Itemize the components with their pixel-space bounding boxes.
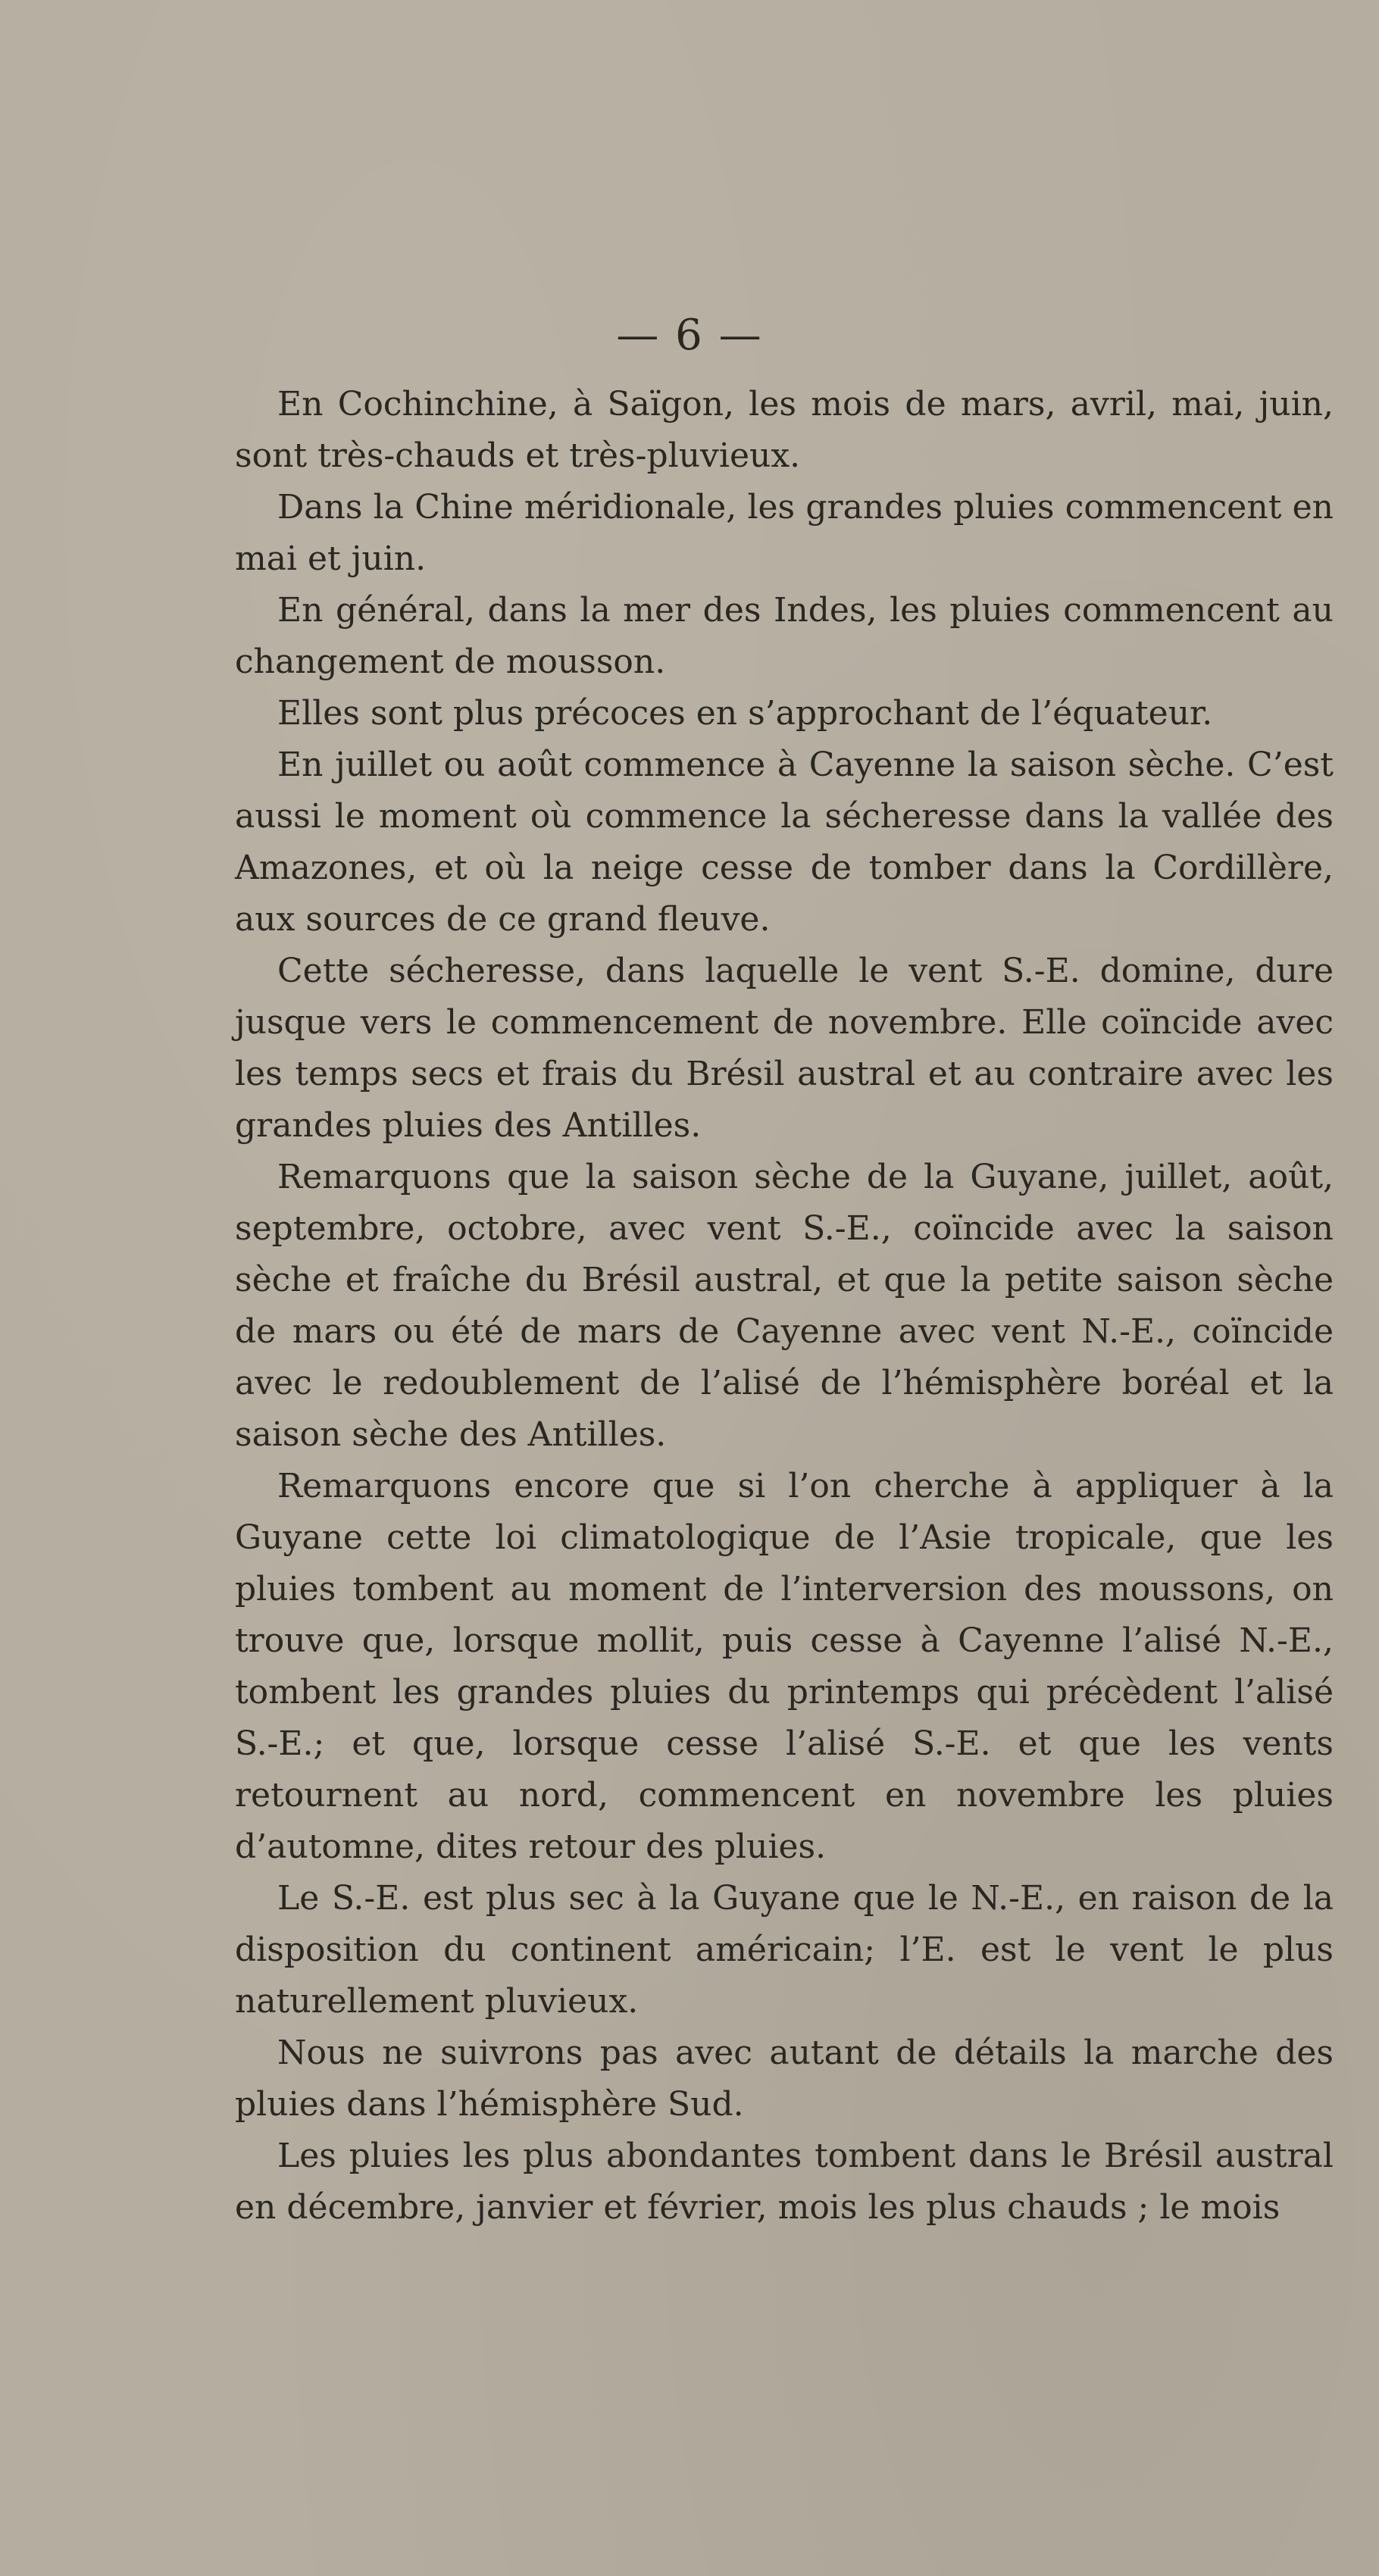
body-text [235,379,1334,2234]
paragraph-saison-seche: En juillet ou août commence à Cayenne la saison sèche. C’est aussi le moment où commence la sécheresse dans la vallée des Amazones, et où la neige cesse de tomber dans la Cordillère, aux sources de ce grand fleuve. [235,746,1334,939]
paragraph-hemisphere-sud: Nous ne suivrons pas avec autant de détails la marche des pluies dans l’hémisphère Sud. [235,2034,1334,2124]
paragraph-vent-se: Le S.-E. est plus sec à la Guyane que le N.-E., en raison de la disposition du continent américain; l’E. est le vent le plus naturellement pluvieux. [235,1879,1334,2021]
paragraph-secheresse: Cette sécheresse, dans laquelle le vent S.-E. domine, dure jusque vers le commencement de novembre. Elle coïncide avec les temps secs et frais du Brésil austral et au contraire avec les grandes pluies des Antilles. [235,952,1334,1145]
paragraph-mer-des-indes: En général, dans la mer des Indes, les pluies commencent au changement de mousson. [235,591,1334,681]
paragraph-cochinchine: En Cochinchine, à Saïgon, les mois de mars, avril, mai, juin, sont très-chauds et très-pluvieux. [235,385,1334,475]
paragraph-equateur: Elles sont plus précoces en s’approchant de l’équateur. [277,694,1213,733]
paragraph-remarquons-1: Remarquons que la saison sèche de la Guyane, juillet, août, septembre, octobre, avec vent S.-E., coïncide avec la saison sèche et fraîche du Brésil austral, et que la petite saison sèche de mars ou été de mars de Cayenne avec vent N.-E., coïncide avec le redoublement de l’alisé de l’hémisphère boréal et la saison sèche des Antilles. [235,1158,1334,1454]
paragraph-chine: Dans la Chine méridionale, les grandes pluies commencent en mai et juin. [235,488,1334,578]
page-number: — 6 — [616,311,763,360]
paragraph-remarquons-2: Remarquons encore que si l’on cherche à appliquer à la Guyane cette loi climatologique de l’Asie tropicale, que les pluies tombent au moment de l’interversion des moussons, on trouve que, lorsque mollit, puis cesse à Cayenne l’alisé N.-E., tombent les grandes pluies du printemps qui précèdent l’alisé S.-E.; et que, lorsque cesse l’alisé S.-E. et que les vents retournent au nord, commencent en novembre les pluies d’automne, dites retour des pluies. [235,1467,1334,1866]
paragraph-bresil-austral: Les pluies les plus abondantes tombent dans le Brésil austral en décembre, janvier et février, mois les plus chauds ; le mois [235,2137,1334,2227]
